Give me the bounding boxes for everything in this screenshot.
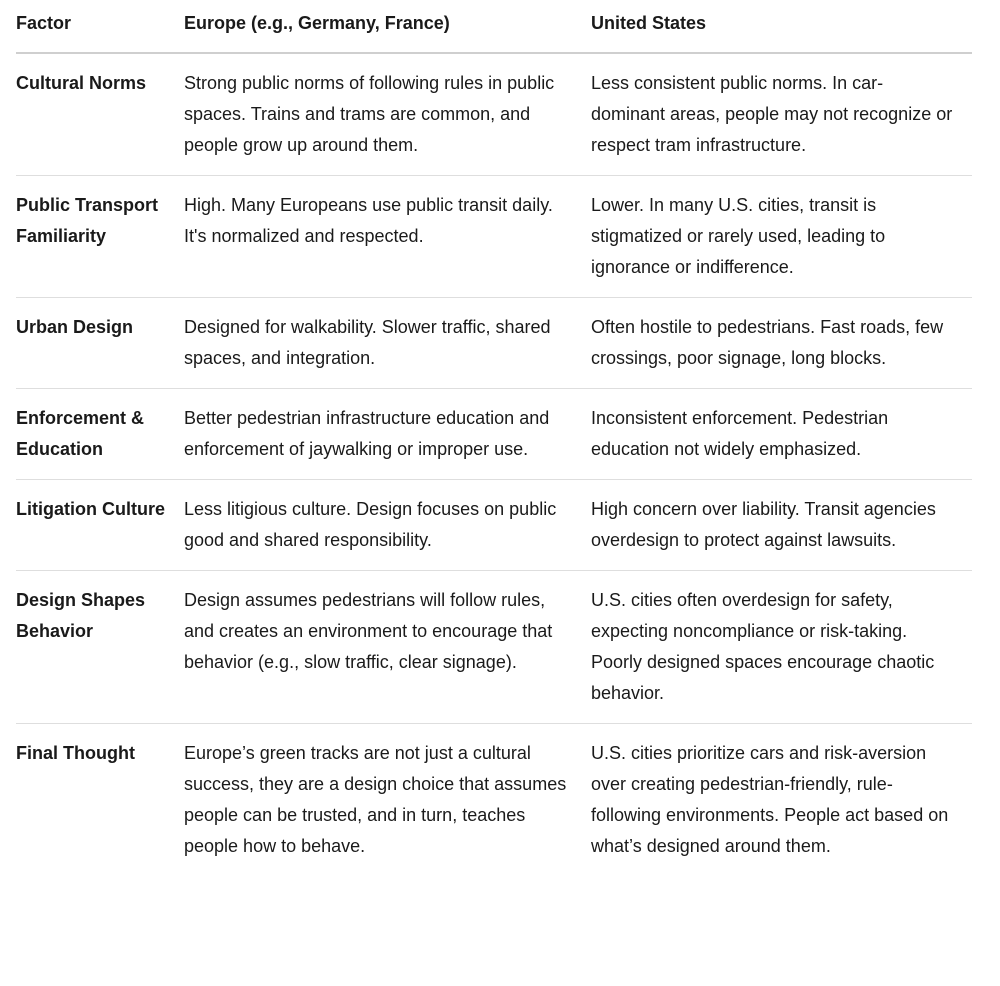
europe-cell: Design assumes pedestrians will follow rules, and creates an environment to encourage that behavior (e.g., slow traffic, clear signage). <box>184 571 591 724</box>
us-cell: Less consistent public norms. In car-dominant areas, people may not recognize or respect tram infrastructure. <box>591 53 972 176</box>
us-cell: Inconsistent enforcement. Pedestrian education not widely emphasized. <box>591 389 972 480</box>
europe-cell: High. Many Europeans use public transit daily. It's normalized and respected. <box>184 176 591 298</box>
us-cell: High concern over liability. Transit agencies overdesign to protect against lawsuits. <box>591 480 972 571</box>
factor-cell: Design Shapes Behavior <box>16 571 184 724</box>
header-factor: Factor <box>16 0 184 53</box>
us-cell: Lower. In many U.S. cities, transit is stigmatized or rarely used, leading to ignorance or indifference. <box>591 176 972 298</box>
header-united-states: United States <box>591 0 972 53</box>
factor-cell: Final Thought <box>16 743 135 763</box>
factor-cell: Litigation Culture <box>16 480 184 571</box>
factor-cell: Enforcement & Education <box>16 389 184 480</box>
table-header-row <box>16 0 972 53</box>
table-row <box>16 389 972 480</box>
us-cell: U.S. cities often overdesign for safety, expecting noncompliance or risk-taking. Poorly designed spaces encourage chaotic behavior. <box>591 571 972 724</box>
factor-cell: Public Transport Familiarity <box>16 176 184 298</box>
us-cell: U.S. cities prioritize cars and risk-aversion over creating pedestrian-friendly, rule-following environments. People act based on what’s designed around them. <box>591 743 949 856</box>
table-row <box>16 53 972 176</box>
table-row <box>16 298 972 389</box>
europe-cell: Europe’s green tracks are not just a cultural success, they are a design choice that assumes people can be trusted, and in turn, teaches people how to behave. <box>184 743 567 856</box>
europe-cell: Better pedestrian infrastructure education and enforcement of jaywalking or improper use. <box>184 389 591 480</box>
table-row <box>16 480 972 571</box>
table-row <box>16 724 972 877</box>
comparison-table-container <box>16 0 972 876</box>
europe-cell: Strong public norms of following rules in public spaces. Trains and trams are common, and people grow up around them. <box>184 53 591 176</box>
header-europe: Europe (e.g., Germany, France) <box>184 0 591 53</box>
table-row <box>16 176 972 298</box>
us-cell: Often hostile to pedestrians. Fast roads, few crossings, poor signage, long blocks. <box>591 298 972 389</box>
comparison-table <box>16 0 972 876</box>
europe-cell: Less litigious culture. Design focuses on public good and shared responsibility. <box>184 480 591 571</box>
europe-cell: Designed for walkability. Slower traffic, shared spaces, and integration. <box>184 298 591 389</box>
factor-cell: Urban Design <box>16 298 184 389</box>
factor-cell: Cultural Norms <box>16 53 184 176</box>
table-row <box>16 571 972 724</box>
